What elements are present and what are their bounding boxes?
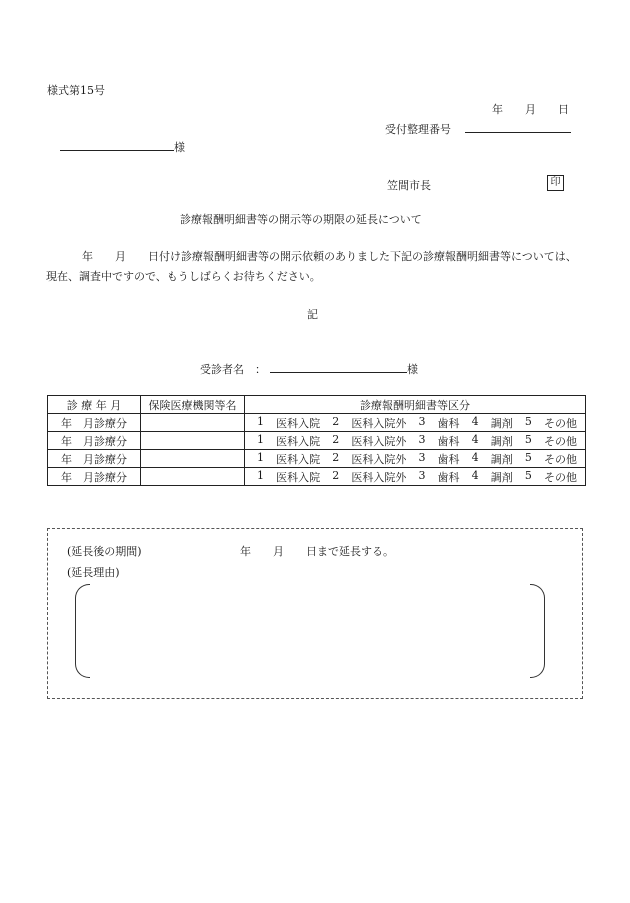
header-category: 診療報酬明細書等区分 [245,396,586,414]
category-label: 歯科 [437,416,460,430]
category-number: 4 [471,450,479,464]
category-label: 医科入院 [276,416,321,430]
category-number: 3 [418,450,426,464]
reception-label: 受付整理番号 [385,123,451,136]
category-label: その他 [543,470,577,484]
extension-reason-field[interactable] [92,592,522,672]
institution-cell[interactable] [141,414,245,432]
date-day: 日 [558,103,569,116]
category-cell[interactable] [245,414,586,432]
treatment-month-cell[interactable]: 年 月診療分 [48,468,141,486]
category-label: 医科入院外 [351,470,407,484]
category-number: 1 [257,450,264,464]
institution-cell[interactable] [141,432,245,450]
category-label: 歯科 [437,434,460,448]
category-number: 1 [257,414,264,428]
category-label: 医科入院 [276,434,321,448]
category-options [245,415,585,431]
category-label: 調剤 [490,416,513,430]
header-institution: 保険医療機関等名 [141,396,245,414]
category-cell[interactable] [245,450,586,468]
category-number: 2 [332,450,340,464]
addressee-field[interactable] [60,141,174,151]
category-number: 3 [418,414,426,428]
detail-table [47,395,586,486]
mayor-label: 笠間市長 [387,179,431,192]
table-row [48,450,586,468]
category-label: その他 [543,434,577,448]
body-text: 年 月 日付け診療報酬明細書等の開示依頼のありました下記の診療報酬明細書等については、現在、調査中ですので、もうしばらくお待ちください。 [46,250,577,283]
ki-heading: 記 [307,308,318,321]
reason-bracket-right [530,584,545,678]
form-number: 様式第15号 [47,84,105,97]
date-year: 年 [492,103,503,116]
issue-date [492,101,569,117]
reception-number [385,121,571,137]
table-row [48,468,586,486]
category-options [245,433,585,449]
category-label: その他 [543,416,577,430]
category-label: 医科入院 [276,470,321,484]
category-label: 医科入院外 [351,452,407,466]
category-number: 4 [471,432,479,446]
addressee [60,139,185,155]
patient-label: 受診者名 ： [200,363,266,376]
category-label: 医科入院 [276,452,321,466]
category-number: 5 [524,450,532,464]
table-header-row [48,396,586,414]
category-options [245,469,585,485]
category-label: 歯科 [437,470,460,484]
category-options [245,451,585,467]
date-month: 月 [525,103,536,116]
patient-suffix: 様 [407,363,418,376]
extension-until-text: 年 月 日まで延長する。 [240,545,394,558]
category-number: 5 [524,414,532,428]
category-number: 1 [257,432,264,446]
table-row [48,414,586,432]
patient-name [200,361,418,377]
treatment-month-cell[interactable]: 年 月診療分 [48,414,141,432]
seal-stamp: 印 [547,175,564,191]
category-cell[interactable] [245,468,586,486]
category-cell[interactable] [245,432,586,450]
category-number: 2 [332,468,340,482]
category-label: 歯科 [437,452,460,466]
header-treatment-month: 診 療 年 月 [48,396,141,414]
reason-bracket-left [75,584,90,678]
treatment-month-cell[interactable]: 年 月診療分 [48,450,141,468]
reception-number-field[interactable] [465,123,571,133]
category-number: 4 [471,414,479,428]
addressee-suffix: 様 [174,141,185,154]
extension-period-label: (延長後の期間) [67,545,142,558]
institution-cell[interactable] [141,468,245,486]
extension-reason-label: (延長理由) [67,566,120,579]
category-label: 調剤 [490,470,513,484]
category-label: 医科入院外 [351,434,407,448]
category-number: 2 [332,432,340,446]
category-label: 調剤 [490,434,513,448]
patient-name-field[interactable] [270,363,407,373]
category-number: 2 [332,414,340,428]
category-number: 5 [524,468,532,482]
treatment-month-cell[interactable]: 年 月診療分 [48,432,141,450]
category-label: その他 [543,452,577,466]
category-number: 5 [524,432,532,446]
table-row [48,432,586,450]
category-number: 3 [418,468,426,482]
category-number: 3 [418,432,426,446]
category-number: 1 [257,468,264,482]
category-label: 医科入院外 [351,416,407,430]
category-label: 調剤 [490,452,513,466]
institution-cell[interactable] [141,450,245,468]
document-title: 診療報酬明細書等の開示等の期限の延長について [180,213,422,226]
category-number: 4 [471,468,479,482]
